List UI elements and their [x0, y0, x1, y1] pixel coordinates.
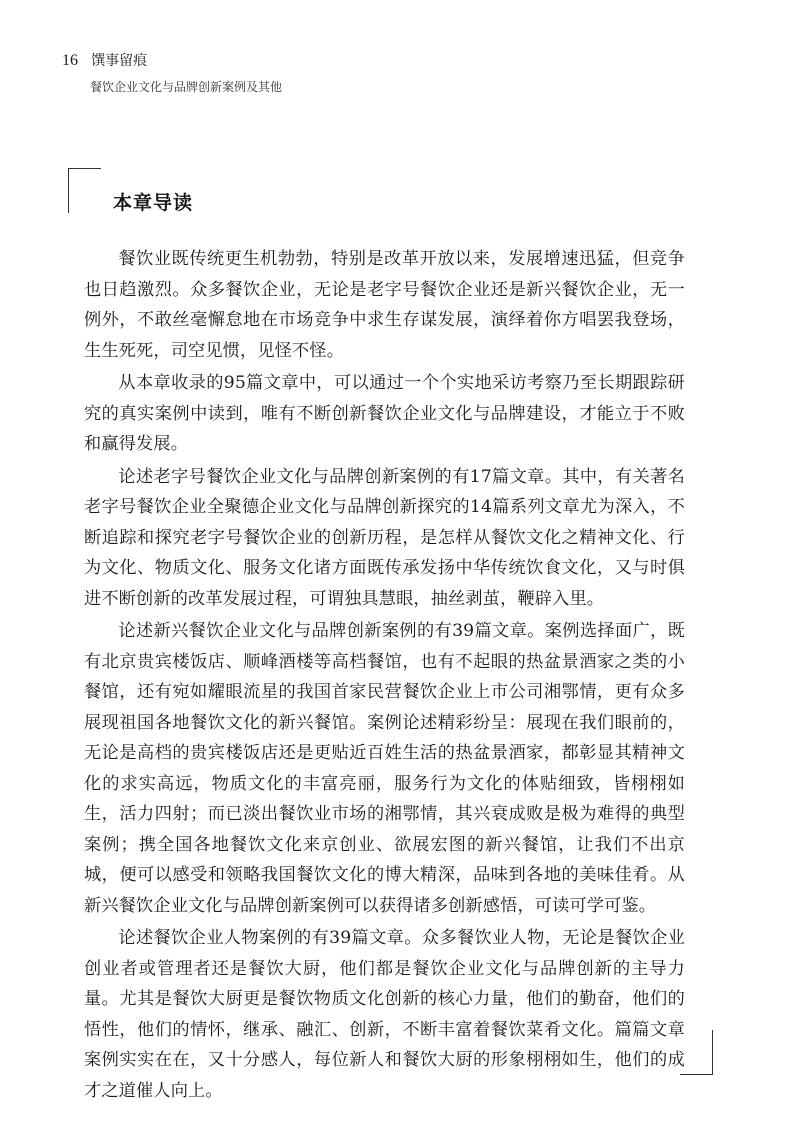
page-number: 16: [62, 52, 78, 69]
book-title: 馔事留痕: [91, 53, 148, 69]
paragraph: 餐饮业既传统更生机勃勃，特别是改革开放以来，发展增速迅猛，但竞争也日趋激烈。众多餐饮企业，无论是老字号餐饮企业还是新兴餐饮企业，无一例外，不敢丝毫懈怠地在市场竞争中求生存谋发展，演绎着你方唱罢我登场，生生死死，司空见惯，见怪不怪。: [84, 249, 685, 361]
paragraph: 论述老字号餐饮企业文化与品牌创新案例的有17篇文章。其中，有关著名老字号餐饮企业全聚德企业文化与品牌创新探究的14篇系列文章尤为深入，不断追踪和探究老字号餐饮企业的创新历程，是怎样从餐饮文化之精神文化、行为文化、物质文化、服务文化诸方面既传承发扬中华传统饮食文化，又与时俱进不断创新的改革发展过程，可谓独具慧眼，抽丝剥茧，鞭辟入里。: [84, 466, 685, 609]
chapter-heading: 本章导读: [113, 192, 194, 214]
section-title: 餐饮企业文化与品牌创新案例及其他: [90, 80, 283, 94]
paragraph: 论述餐饮企业人物案例的有39篇文章。众多餐饮业人物，无论是餐饮企业创业者或管理者还是餐饮大厨，他们都是餐饮企业文化与品牌创新的主导力量。尤其是餐饮大厨更是餐饮物质文化创新的核心力量，他们的勤奋，他们的悟性，他们的情怀，继承、融汇、创新，不断丰富着餐饮菜肴文化。篇篇文章案例实实在在，又十分感人，每位新人和餐饮大厨的形象栩栩如生，他们的成才之道催人向上。: [84, 928, 685, 1101]
running-header: [62, 50, 147, 70]
corner-bracket-decoration: [680, 1030, 713, 1075]
corner-bracket-decoration: [68, 168, 101, 213]
body-text: [84, 244, 685, 1108]
paragraph: 从本章收录的95篇文章中，可以通过一个个实地采访考察乃至长期跟踪研究的真实案例中读到，唯有不断创新餐饮企业文化与品牌建设，才能立于不败和赢得发展。: [84, 373, 685, 454]
paragraph: 论述新兴餐饮企业文化与品牌创新案例的有39篇文章。案例选择面广，既有北京贵宾楼饭店、顺峰酒楼等高档餐馆，也有不起眼的热盆景酒家之类的小餐馆，还有宛如耀眼流星的我国首家民营餐饮企业上市公司湘鄂情，更有众多展现祖国各地餐饮文化的新兴餐馆。案例论述精彩纷呈：展现在我们眼前的，无论是高档的贵宾楼饭店还是更贴近百姓生活的热盆景酒家，都彰显其精神文化的求实高远，物质文化的丰富亮丽，服务行为文化的体贴细致，皆栩栩如生，活力四射；而已淡出餐饮业市场的湘鄂情，其兴衰成败是极为难得的典型案例；携全国各地餐饮文化来京创业、欲展宏图的新兴餐馆，让我们不出京城，便可以感受和领略我国餐饮文化的博大精深，品味到各地的美味佳肴。从新兴餐饮企业文化与品牌创新案例可以获得诸多创新感悟，可读可学可鉴。: [84, 621, 685, 916]
